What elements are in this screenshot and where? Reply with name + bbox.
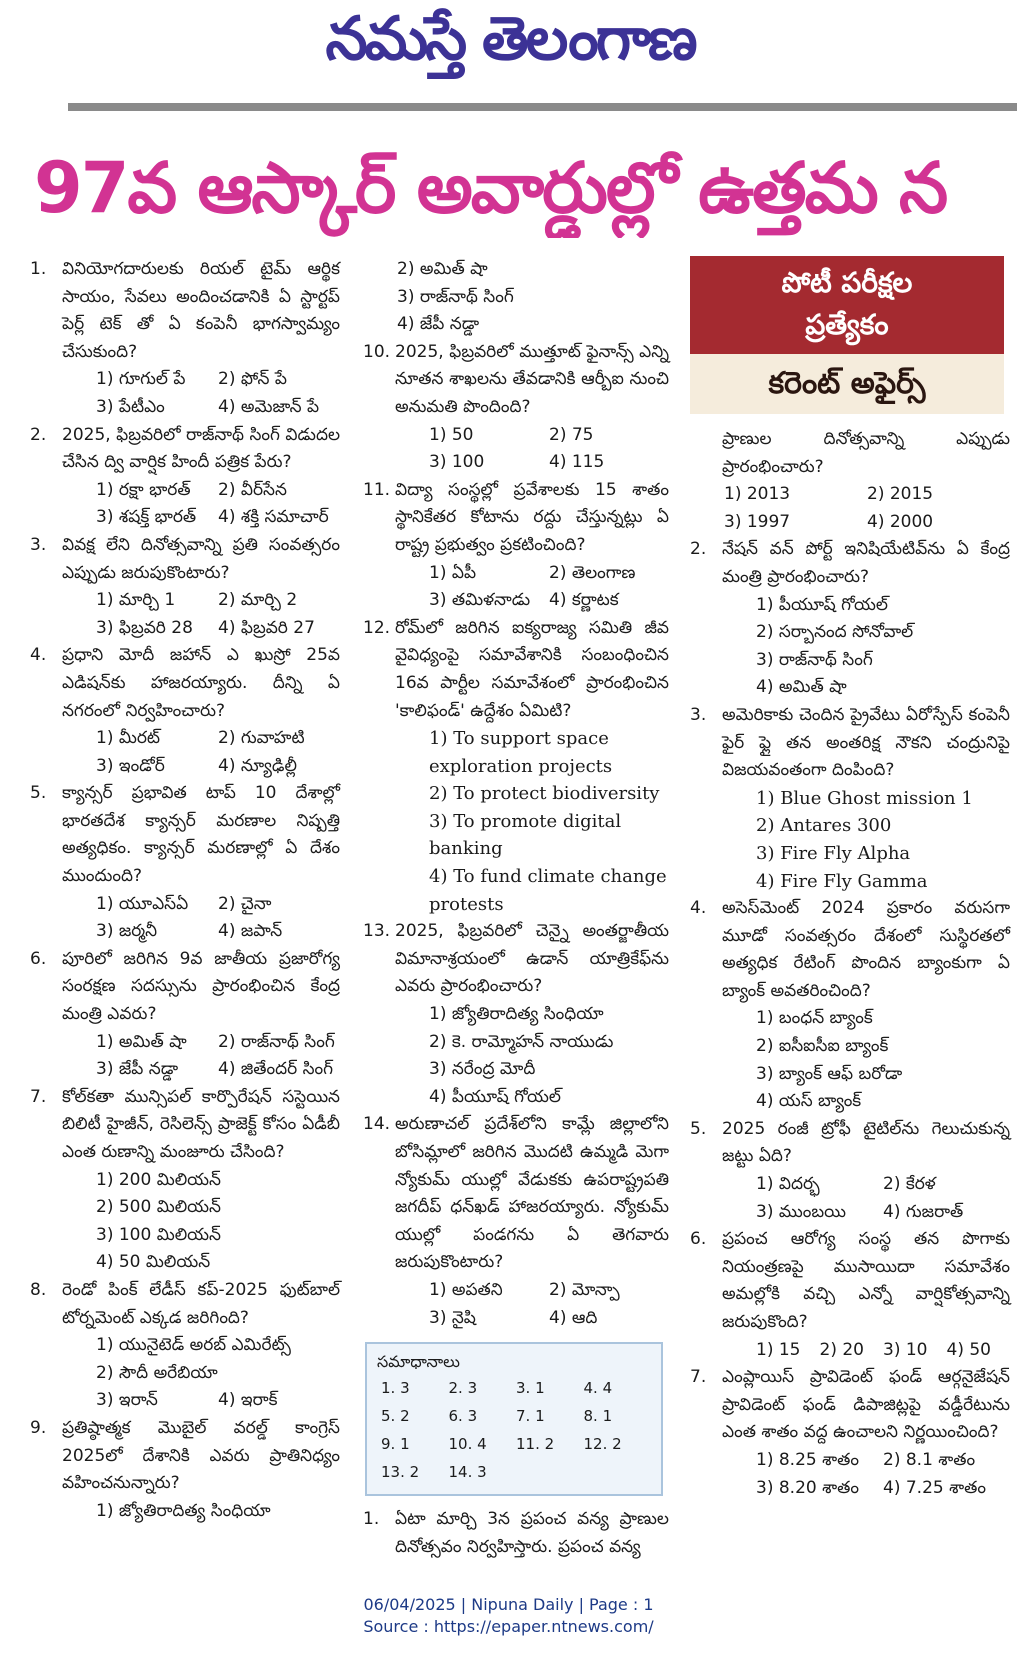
option: 4) జపాన్: [218, 921, 283, 942]
question-item: [30, 532, 340, 642]
answer-item: 8. 1: [583, 1407, 613, 1426]
question-text: 2025, ఫిబ్రవరిలో ముత్తూట్ ఫైనాన్స్ ఎన్ని నూతన శాఖలను తేవడానికి ఆర్బీఐ నుంచి అనుమతి పొందింది?: [395, 341, 669, 417]
section-banner: [690, 256, 1004, 414]
option: 3) శషక్త్ భారత్: [96, 507, 197, 528]
question-item: [690, 536, 1010, 702]
options-list: [62, 366, 340, 421]
question-text: పూరిలో జరిగిన 9వ జాతీయ ప్రజారోగ్య సంరక్షణ సదస్సును ప్రారంభించిన కేంద్ర మంత్రి ఎవరు?: [62, 948, 340, 1025]
question-text: కోల్‌కతా మున్సిపల్ కార్పొరేషన్ సస్టెయిన బిలిటీ హైజీన్, రెసిలెన్స్ ప్రాజెక్ట్ కోసం ఏడీబీ ఎంత రుణాన్ని మంజూరు చేసింది?: [62, 1086, 340, 1162]
option: 2) చైనా: [218, 893, 272, 914]
question-text: అరుణాచల్ ప్రదేశ్‌లోని కామ్లే జిల్లాలోని బోసిమ్లాలో జరిగిన మొదటి ఉమ్మడి మెగా న్యోకుమ్ యుల్లో వేడుకకు ఉపరాష్ట్రపతి జగదీప్ ధన్‌ఖడ్ హాజరయ్యారు. న్యోకుమ్ యుల్లో పండగను ఏ తెగవారు జరుపుకొంటారు?: [395, 1114, 669, 1273]
answer-item: 6. 3: [448, 1407, 478, 1426]
page-footer: [0, 1594, 1017, 1638]
options-list: [722, 1337, 1010, 1365]
option: 2) మార్చి 2: [218, 590, 298, 611]
option: 2) గువాహటి: [218, 728, 305, 749]
answer-key-grid: [377, 1374, 651, 1486]
options-list: [62, 1332, 340, 1415]
option: 4) To fund climate change protests: [429, 866, 667, 915]
option: 1) రక్షా భారత్: [96, 479, 191, 500]
option: 3) నైషి: [429, 1307, 476, 1328]
banner-line-1: పోటీ పరీక్షల: [781, 266, 913, 299]
option: 3) To promote digital banking: [429, 810, 622, 860]
question-number: 2.: [30, 424, 47, 445]
options-list: [722, 592, 1010, 702]
option: 3) ఇండోర్: [96, 755, 165, 776]
question-item: [363, 477, 669, 615]
option: 2) తెలంగాణ: [549, 562, 636, 583]
options-list: [722, 1171, 1010, 1226]
option: 1) జ్యోతిరాదిత్య సింధియా: [96, 1500, 271, 1521]
column-3: [690, 426, 1010, 1502]
question-item: [30, 256, 340, 422]
question-number: 3.: [690, 704, 707, 725]
question-item: [690, 895, 1010, 1116]
question-text: క్యాన్సర్ ప్రభావిత టాప్ 10 దేశాల్లో భారతదేశ క్యాన్సర్ మరణాల నిష్పత్తి అత్యధికం. క్యాన్సర్ మరణాల్లో ఏ దేశం ముందుంది?: [62, 783, 340, 887]
question-number: 7.: [30, 1086, 47, 1107]
option: 1) 8.25 శాతం: [756, 1449, 859, 1470]
answer-key-box: [365, 1342, 663, 1496]
option: 2) 20: [819, 1339, 864, 1360]
option: 1) 50: [429, 424, 474, 445]
question-text: 2025 రంజీ ట్రోఫీ టైటిల్‌ను గెలుచుకున్న జట్టు ఏది?: [722, 1118, 1010, 1167]
option: 1) Blue Ghost mission 1: [756, 787, 973, 809]
option: 2) కె. రామ్మోహన్ నాయుడు: [429, 1031, 614, 1052]
option: 4) గుజరాత్: [883, 1201, 964, 1222]
masthead-logo: నమస్తే తెలంగాణ: [325, 4, 695, 74]
option: 1) అమిత్ షా: [96, 1031, 187, 1052]
option: 2) మోన్పా: [549, 1279, 620, 1300]
option: 2) వీర్‌సేన: [218, 479, 287, 500]
column-2: [363, 256, 669, 1561]
option: 4) జితేందర్ సింగ్: [218, 1059, 334, 1080]
option: 1) ఏపీ: [429, 562, 477, 583]
headline: 97వ ఆస్కార్ అవార్డుల్లో ఉత్తమ న: [34, 147, 947, 229]
option: 3) రాజ్‌నాథ్ సింగ్: [397, 286, 514, 307]
options-list: [395, 725, 669, 918]
option: 4) పీయూష్ గోయల్: [429, 1086, 561, 1107]
options-list: [722, 1005, 1010, 1115]
question-text: నేషన్ వన్ పోర్ట్ ఇనిషియేటివ్‌ను ఏ కేంద్ర మంత్రి ప్రారంభించారు?: [722, 539, 1010, 587]
question-text: 2025, ఫిబ్రవరిలో రాజ్‌నాథ్ సింగ్ విడుదల చేసిన ద్వి వార్షిక హిందీ పత్రిక పేరు?: [62, 424, 340, 473]
answer-item: 13. 2: [381, 1463, 420, 1482]
option: 1) 200 మిలియన్: [96, 1169, 221, 1190]
answer-item: 12. 2: [583, 1435, 622, 1454]
question-text: ప్రతిష్ఠాత్మక మొబైల్ వరల్డ్ కాంగ్రెస్ 2025లో దేశానికి ఎవరు ప్రాతినిధ్యం వహించనున్నారు?: [62, 1417, 340, 1494]
question-text: ఎంప్లాయిస్ ప్రావిడెంట్ ఫండ్ ఆర్గనైజేషన్ ప్రావిడెంట్ ఫండ్ డిపాజిట్లపై వడ్డీరేటును ఎంత శాతం వద్ద ఉంచాలని నిర్ణయించింది?: [722, 1367, 1010, 1443]
options-list: [62, 891, 340, 946]
question-number: 9.: [30, 1417, 47, 1438]
question-item: [363, 339, 669, 477]
option: 3) 8.20 శాతం: [756, 1477, 859, 1498]
option: 4) అమెజాన్ పే: [218, 396, 320, 417]
question-number: 5.: [30, 783, 47, 804]
options-list: [62, 1498, 340, 1526]
question-number: 2.: [690, 539, 707, 560]
banner-title: [690, 256, 1004, 354]
option: 4) ఆది: [549, 1307, 598, 1328]
question-number: 5.: [690, 1118, 707, 1139]
banner-subtitle: కరెంట్ అఫైర్స్: [690, 354, 1004, 414]
options-list: [62, 1029, 340, 1084]
question-number: 4.: [690, 898, 707, 919]
question-item: [690, 1116, 1010, 1226]
answer-item: 5. 2: [381, 1407, 410, 1426]
question-item: [363, 615, 669, 919]
option: 2) సర్బానంద సోనోవాల్: [756, 622, 914, 643]
question-item: [30, 422, 340, 532]
option: 3) బ్యాంక్ ఆఫ్ బరోడా: [756, 1063, 903, 1084]
question-item: [690, 1226, 1010, 1364]
option: 3) రాజ్‌నాథ్ సింగ్: [756, 649, 873, 670]
option: 1) మీరట్: [96, 728, 161, 749]
option: 2) 500 మిలియన్: [96, 1197, 221, 1218]
option: 2) ఐసీఐసీఐ బ్యాంక్: [756, 1036, 889, 1057]
question-number: 6.: [30, 948, 47, 969]
answer-item: 3. 1: [516, 1379, 545, 1398]
question-number: 8.: [30, 1279, 47, 1300]
options-list: [395, 560, 669, 615]
option: 1) యునైటెడ్ అరబ్ ఎమిరేట్స్: [96, 1335, 291, 1356]
option: 1) బంధన్ బ్యాంక్: [756, 1008, 873, 1029]
answer-item: 14. 3: [448, 1463, 487, 1482]
answer-item: 10. 4: [448, 1435, 487, 1454]
answer-item: 9. 1: [381, 1435, 410, 1454]
question-text: వినియోగదారులకు రియల్ టైమ్ ఆర్థిక సాయం, సేవలు అందించడానికి ఏ స్టార్టప్ పెర్ల్ టెక్ తో ఏ కంపెనీ భాగస్వామ్యం చేసుకుంది?: [62, 259, 340, 362]
question-text: విద్యా సంస్థల్లో ప్రవేశాలకు 15 శాతం స్థానికేతర కోటాను రద్దు చేస్తున్నట్లు ఏ రాష్ట్ర ప్రభుత్వం ప్రకటించింది?: [395, 479, 669, 555]
options-list: [722, 481, 1010, 536]
option: 3) 10: [883, 1339, 928, 1360]
question-number: 7.: [690, 1367, 707, 1388]
masthead-rule: [68, 103, 1017, 111]
question-number: 4.: [30, 645, 47, 666]
question-item: [690, 426, 1010, 536]
options-list: [395, 1001, 669, 1111]
options-list: [395, 422, 669, 477]
option: 4) జేపీ నడ్డా: [397, 314, 480, 335]
question-item: [30, 1084, 340, 1277]
option: 1) 2013: [724, 484, 791, 505]
option: 1) యూఎస్‌ఏ: [96, 893, 189, 914]
question-number: 10.: [363, 341, 391, 362]
question-text: ప్రాణుల దినోత్సవాన్ని ఎప్పుడు ప్రారంభించారు?: [722, 429, 1010, 477]
option: 1) పీయూష్ గోయల్: [756, 594, 888, 615]
option: 1) గూగుల్ పే: [96, 369, 186, 390]
answer-item: 1. 3: [381, 1379, 410, 1398]
options-list: [62, 1167, 340, 1277]
option: 1) విదర్భ: [756, 1174, 820, 1195]
option: 4) శక్తి సమాచార్: [218, 507, 329, 528]
question-number: 13.: [363, 921, 391, 942]
option: 4) ఫిబ్రవరి 27: [218, 617, 315, 638]
options-list: [62, 587, 340, 642]
question-item: [30, 1277, 340, 1415]
option: 3) ఇరాన్: [96, 1390, 158, 1411]
option: 4) కర్ణాటక: [549, 590, 619, 611]
option: 3) ముంబయి: [756, 1201, 846, 1222]
option: 2) ఫోన్ పే: [218, 369, 287, 390]
question-number: 11.: [363, 479, 391, 500]
column-1: [30, 256, 340, 1525]
option: 3) Fire Fly Alpha: [756, 842, 911, 864]
options-list: [62, 725, 340, 780]
question-text: వివక్ష లేని దినోత్సవాన్ని ప్రతి సంవత్సరం ఎప్పుడు జరుపుకొంటారు?: [62, 534, 340, 583]
option: 4) న్యూఢిల్లీ: [218, 755, 297, 776]
question-number: 1.: [363, 1509, 380, 1530]
question-text: ప్రపంచ ఆరోగ్య సంస్థ తన పొగాకు నియంత్రణపై ముసాయిదా సమావేశం అమల్లోకి వచ్చి ఎన్నో వార్షికోత్సవాన్ని జరుపుకొంది?: [722, 1229, 1010, 1332]
question-item: [363, 256, 669, 339]
option: 2) కేరళ: [883, 1174, 936, 1195]
answer-item: 2. 3: [448, 1379, 478, 1398]
options-list: [62, 477, 340, 532]
option: 2) 75: [549, 424, 594, 445]
option: 2) అమిత్ షా: [397, 259, 488, 279]
option: 2) Antares 300: [756, 815, 892, 837]
option: 4) 7.25 శాతం: [883, 1477, 986, 1498]
option: 4) యస్ బ్యాంక్: [756, 1091, 862, 1112]
option: 4) Fire Fly Gamma: [756, 870, 928, 892]
question-number: 6.: [690, 1229, 707, 1250]
option: 3) 100 మిలియన్: [96, 1224, 221, 1245]
option: 1) To support space exploration projects: [429, 728, 613, 777]
option: 4) 50 మిలియన్: [96, 1252, 211, 1273]
option: 1) 15: [756, 1339, 801, 1360]
option: 4) అమిత్ షా: [756, 677, 847, 698]
question-item: [30, 780, 340, 946]
options-list: [722, 1447, 1010, 1502]
option: 1) అపతని: [429, 1279, 503, 1300]
option: 4) 115: [549, 452, 605, 473]
answer-item: 11. 2: [516, 1435, 555, 1454]
options-list: [395, 1277, 669, 1332]
question-item: [30, 946, 340, 1084]
question-item: [690, 1364, 1010, 1502]
banner-line-2: ప్రత్యేకం: [805, 308, 889, 341]
question-text: ప్రధాని మోదీ జహాన్ ఎ ఖుస్రో 25వ ఎడిషన్‌కు హాజరయ్యారు. దీన్ని ఏ నగరంలో నిర్వహించారు?: [62, 645, 340, 721]
option: 3) నరేంద్ర మోదీ: [429, 1059, 536, 1080]
option: 4) 50: [946, 1339, 991, 1360]
question-number: 12.: [363, 617, 391, 638]
question-text: ఏటా మార్చి 3న ప్రపంచ వన్య ప్రాణుల దినోత్సవం నిర్వహిస్తారు. ప్రపంచ వన్య: [395, 1509, 669, 1557]
option: 1) మార్చి 1: [96, 590, 176, 611]
question-number: 3.: [30, 534, 47, 555]
question-text: రెండో పింక్ లేడీస్ కప్-2025 ఫుట్‌బాల్ టోర్నమెంట్ ఎక్కడ జరిగింది?: [62, 1279, 340, 1328]
option: 3) జేపీ నడ్డా: [96, 1059, 179, 1080]
footer-source-line: Source : https://epaper.ntnews.com/: [363, 1617, 654, 1636]
footer-date-line: 06/04/2025 | Nipuna Daily | Page : 1: [363, 1595, 654, 1614]
option: 3) జర్మనీ: [96, 921, 158, 942]
question-text: అసెస్‌మెంట్ 2024 ప్రకారం వరుసగా మూడో సంవత్సరం దేశంలో సుస్థిరతలో అత్యధిక రేటింగ్ పొందిన బ్యాంకుగా ఏ బ్యాంక్ అవతరించింది?: [722, 898, 1010, 1001]
question-text: 2025, ఫిబ్రవరిలో చెన్నై అంతర్జాతీయ విమానాశ్రయంలో ఉడాన్ యాత్రికేఫ్‌ను ఎవరు ప్రారంభించారు?: [395, 921, 669, 997]
question-item: [363, 1506, 669, 1561]
question-text: రోమ్‌లో జరిగిన ఐక్యరాజ్య సమితి జీవ వైవిధ్యంపై సమావేశానికి సంబంధించిన 16వ పార్టీల సమావేశంలో ప్రారంభించిన 'కాలిఫండ్' ఉద్దేశం ఏమిటి?: [395, 617, 669, 721]
option: 2) సౌదీ అరేబియా: [96, 1362, 218, 1383]
question-item: [363, 918, 669, 1111]
option: 2) To protect biodiversity: [429, 783, 660, 805]
question-item: [30, 642, 340, 780]
question-number: 1.: [30, 259, 47, 279]
option: 3) తమిళనాడు: [429, 590, 531, 611]
option: 2) 8.1 శాతం: [883, 1449, 976, 1470]
answer-item: 4. 4: [583, 1379, 613, 1398]
option: 3) 100: [429, 452, 485, 473]
question-item: [363, 1111, 669, 1332]
option: 4) ఇరాక్: [218, 1390, 278, 1411]
question-text: అమెరికాకు చెందిన ప్రైవేటు ఏరోస్పేస్ కంపెనీ ఫైర్ ఫ్లై తన అంతరిక్ష నౌకని చంద్రునిపై విజయవంతంగా దింపింది?: [722, 704, 1010, 781]
question-item: [690, 702, 1010, 895]
option: 3) 1997: [724, 511, 791, 532]
question-number: 14.: [363, 1114, 391, 1135]
option: 3) పేటీఎం: [96, 396, 165, 417]
question-item: [30, 1415, 340, 1525]
option: 2) 2015: [867, 484, 934, 505]
option: 2) రాజ్‌నాథ్ సింగ్: [218, 1031, 335, 1052]
option: 4) 2000: [867, 511, 934, 532]
option: 3) ఫిబ్రవరి 28: [96, 617, 193, 638]
answer-key-title: సమాధానాలు: [377, 1352, 460, 1372]
options-list: [395, 256, 669, 339]
option: 1) జ్యోతిరాదిత్య సింధియా: [429, 1004, 604, 1025]
answer-item: 7. 1: [516, 1407, 545, 1426]
options-list: [722, 785, 1010, 895]
